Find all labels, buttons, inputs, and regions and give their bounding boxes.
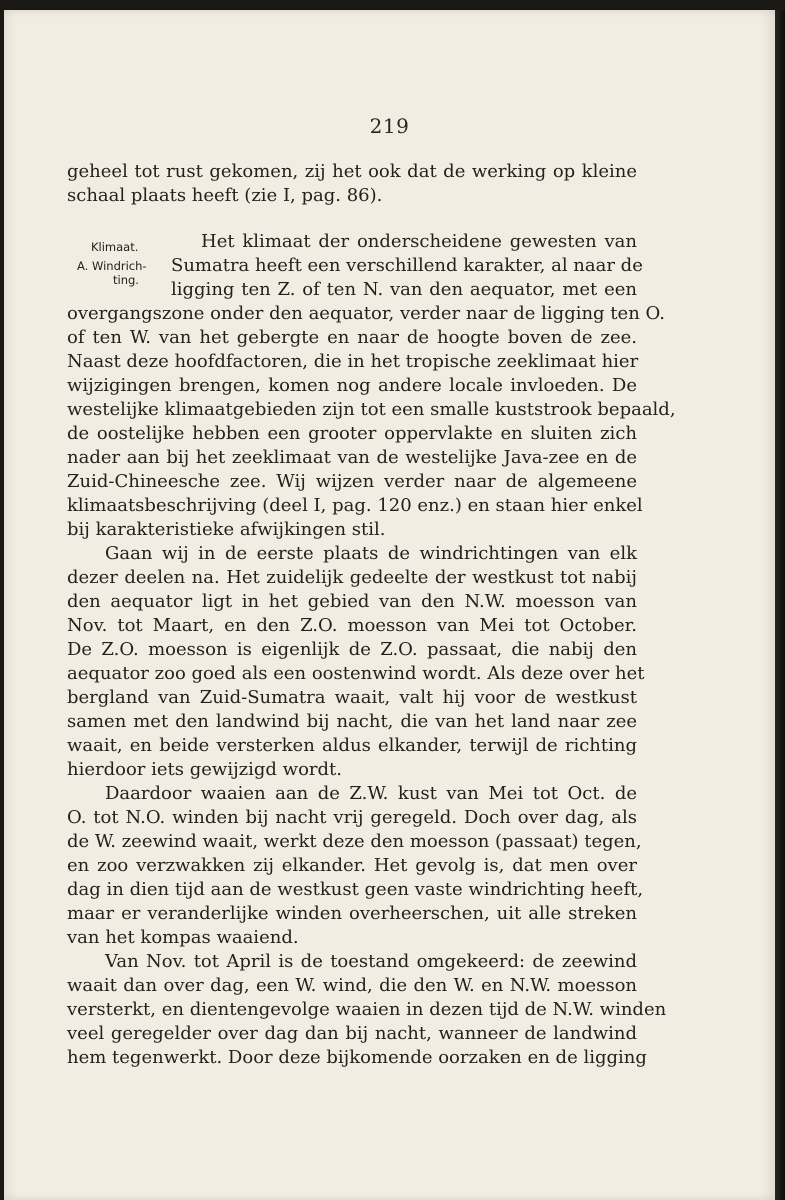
text-line: De Z.O. moesson is eigenlijk de Z.O. passaat, die nabij den <box>67 639 637 660</box>
text-line: van het kompas waaiend. <box>67 927 299 948</box>
text-line: wijzigingen brengen, komen nog andere locale invloeden. De <box>67 375 637 396</box>
text-line: maar er veranderlijke winden overheerschen, uit alle streken <box>67 903 637 924</box>
text-line: hem tegenwerkt. Door deze bijkomende oorzaken en de ligging <box>67 1047 647 1068</box>
text-line: den aequator ligt in het gebied van den N.W. moesson van <box>67 591 637 612</box>
text-line: schaal plaats heeft (zie I, pag. 86). <box>67 185 383 206</box>
text-line: de W. zeewind waait, werkt deze den moesson (passaat) tegen, <box>67 831 642 852</box>
text-line: Daardoor waaien aan de Z.W. kust van Mei tot Oct. de <box>105 783 637 804</box>
margin-note-klimaat: Klimaat. <box>91 240 139 254</box>
text-line: bij karakteristieke afwijkingen stil. <box>67 519 386 540</box>
text-line: nader aan bij het zeeklimaat van de westelijke Java-zee en de <box>67 447 637 468</box>
text-line: Naast deze hoofdfactoren, die in het tropische zeeklimaat hier <box>67 351 639 372</box>
text-line: hierdoor iets gewijzigd wordt. <box>67 759 342 780</box>
text-line: westelijke klimaatgebieden zijn tot een smalle kuststrook bepaald, <box>67 399 676 420</box>
text-line: Sumatra heeft een verschillend karakter, al naar de <box>171 255 643 276</box>
text-line: Nov. tot Maart, en den Z.O. moesson van Mei tot October. <box>67 615 637 636</box>
page-edge-shadow <box>775 10 785 1200</box>
text-line: waait, en beide versterken aldus elkander, terwijl de richting <box>67 735 637 756</box>
text-line: Het klimaat der onderscheidene gewesten van <box>201 231 637 252</box>
margin-note-ting: ting. <box>113 273 139 287</box>
text-line: de oostelijke hebben een grooter oppervlakte en sluiten zich <box>67 423 637 444</box>
text-line: Gaan wij in de eerste plaats de windrichtingen van elk <box>105 543 637 564</box>
page-number: 219 <box>369 114 410 138</box>
text-line: versterkt, en dientengevolge waaien in dezen tijd de N.W. winden <box>67 999 667 1020</box>
text-line: dag in dien tijd aan de westkust geen vaste windrichting heeft, <box>67 879 644 900</box>
text-line: en zoo verzwakken zij elkander. Het gevolg is, dat men over <box>67 855 637 876</box>
text-line: ligging ten Z. of ten N. van den aequator, met een <box>171 279 637 300</box>
text-line: overgangszone onder den aequator, verder naar de ligging ten O. <box>67 303 665 324</box>
text-line: samen met den landwind bij nacht, die van het land naar zee <box>67 711 637 732</box>
text-line: dezer deelen na. Het zuidelijk gedeelte der westkust tot nabij <box>67 567 637 588</box>
text-line: klimaatsbeschrijving (deel I, pag. 120 enz.) en staan hier enkel <box>67 495 643 516</box>
book-page <box>4 10 775 1200</box>
text-line: veel geregelder over dag dan bij nacht, wanneer de landwind <box>67 1023 637 1044</box>
text-line: Van Nov. tot April is de toestand omgekeerd: de zeewind <box>105 951 637 972</box>
text-line: Zuid-Chineesche zee. Wij wijzen verder naar de algemeene <box>67 471 637 492</box>
text-line: bergland van Zuid-Sumatra waait, valt hij voor de westkust <box>67 687 637 708</box>
margin-note-windrichting: A. Windrich- <box>77 259 147 273</box>
text-line: aequator zoo goed als een oostenwind wordt. Als deze over het <box>67 663 645 684</box>
text-line: O. tot N.O. winden bij nacht vrij geregeld. Doch over dag, als <box>67 807 637 828</box>
text-line: geheel tot rust gekomen, zij het ook dat de werking op kleine <box>67 161 637 182</box>
text-line: waait dan over dag, een W. wind, die den W. en N.W. moesson <box>67 975 637 996</box>
text-line: of ten W. van het gebergte en naar de hoogte boven de zee. <box>67 327 637 348</box>
